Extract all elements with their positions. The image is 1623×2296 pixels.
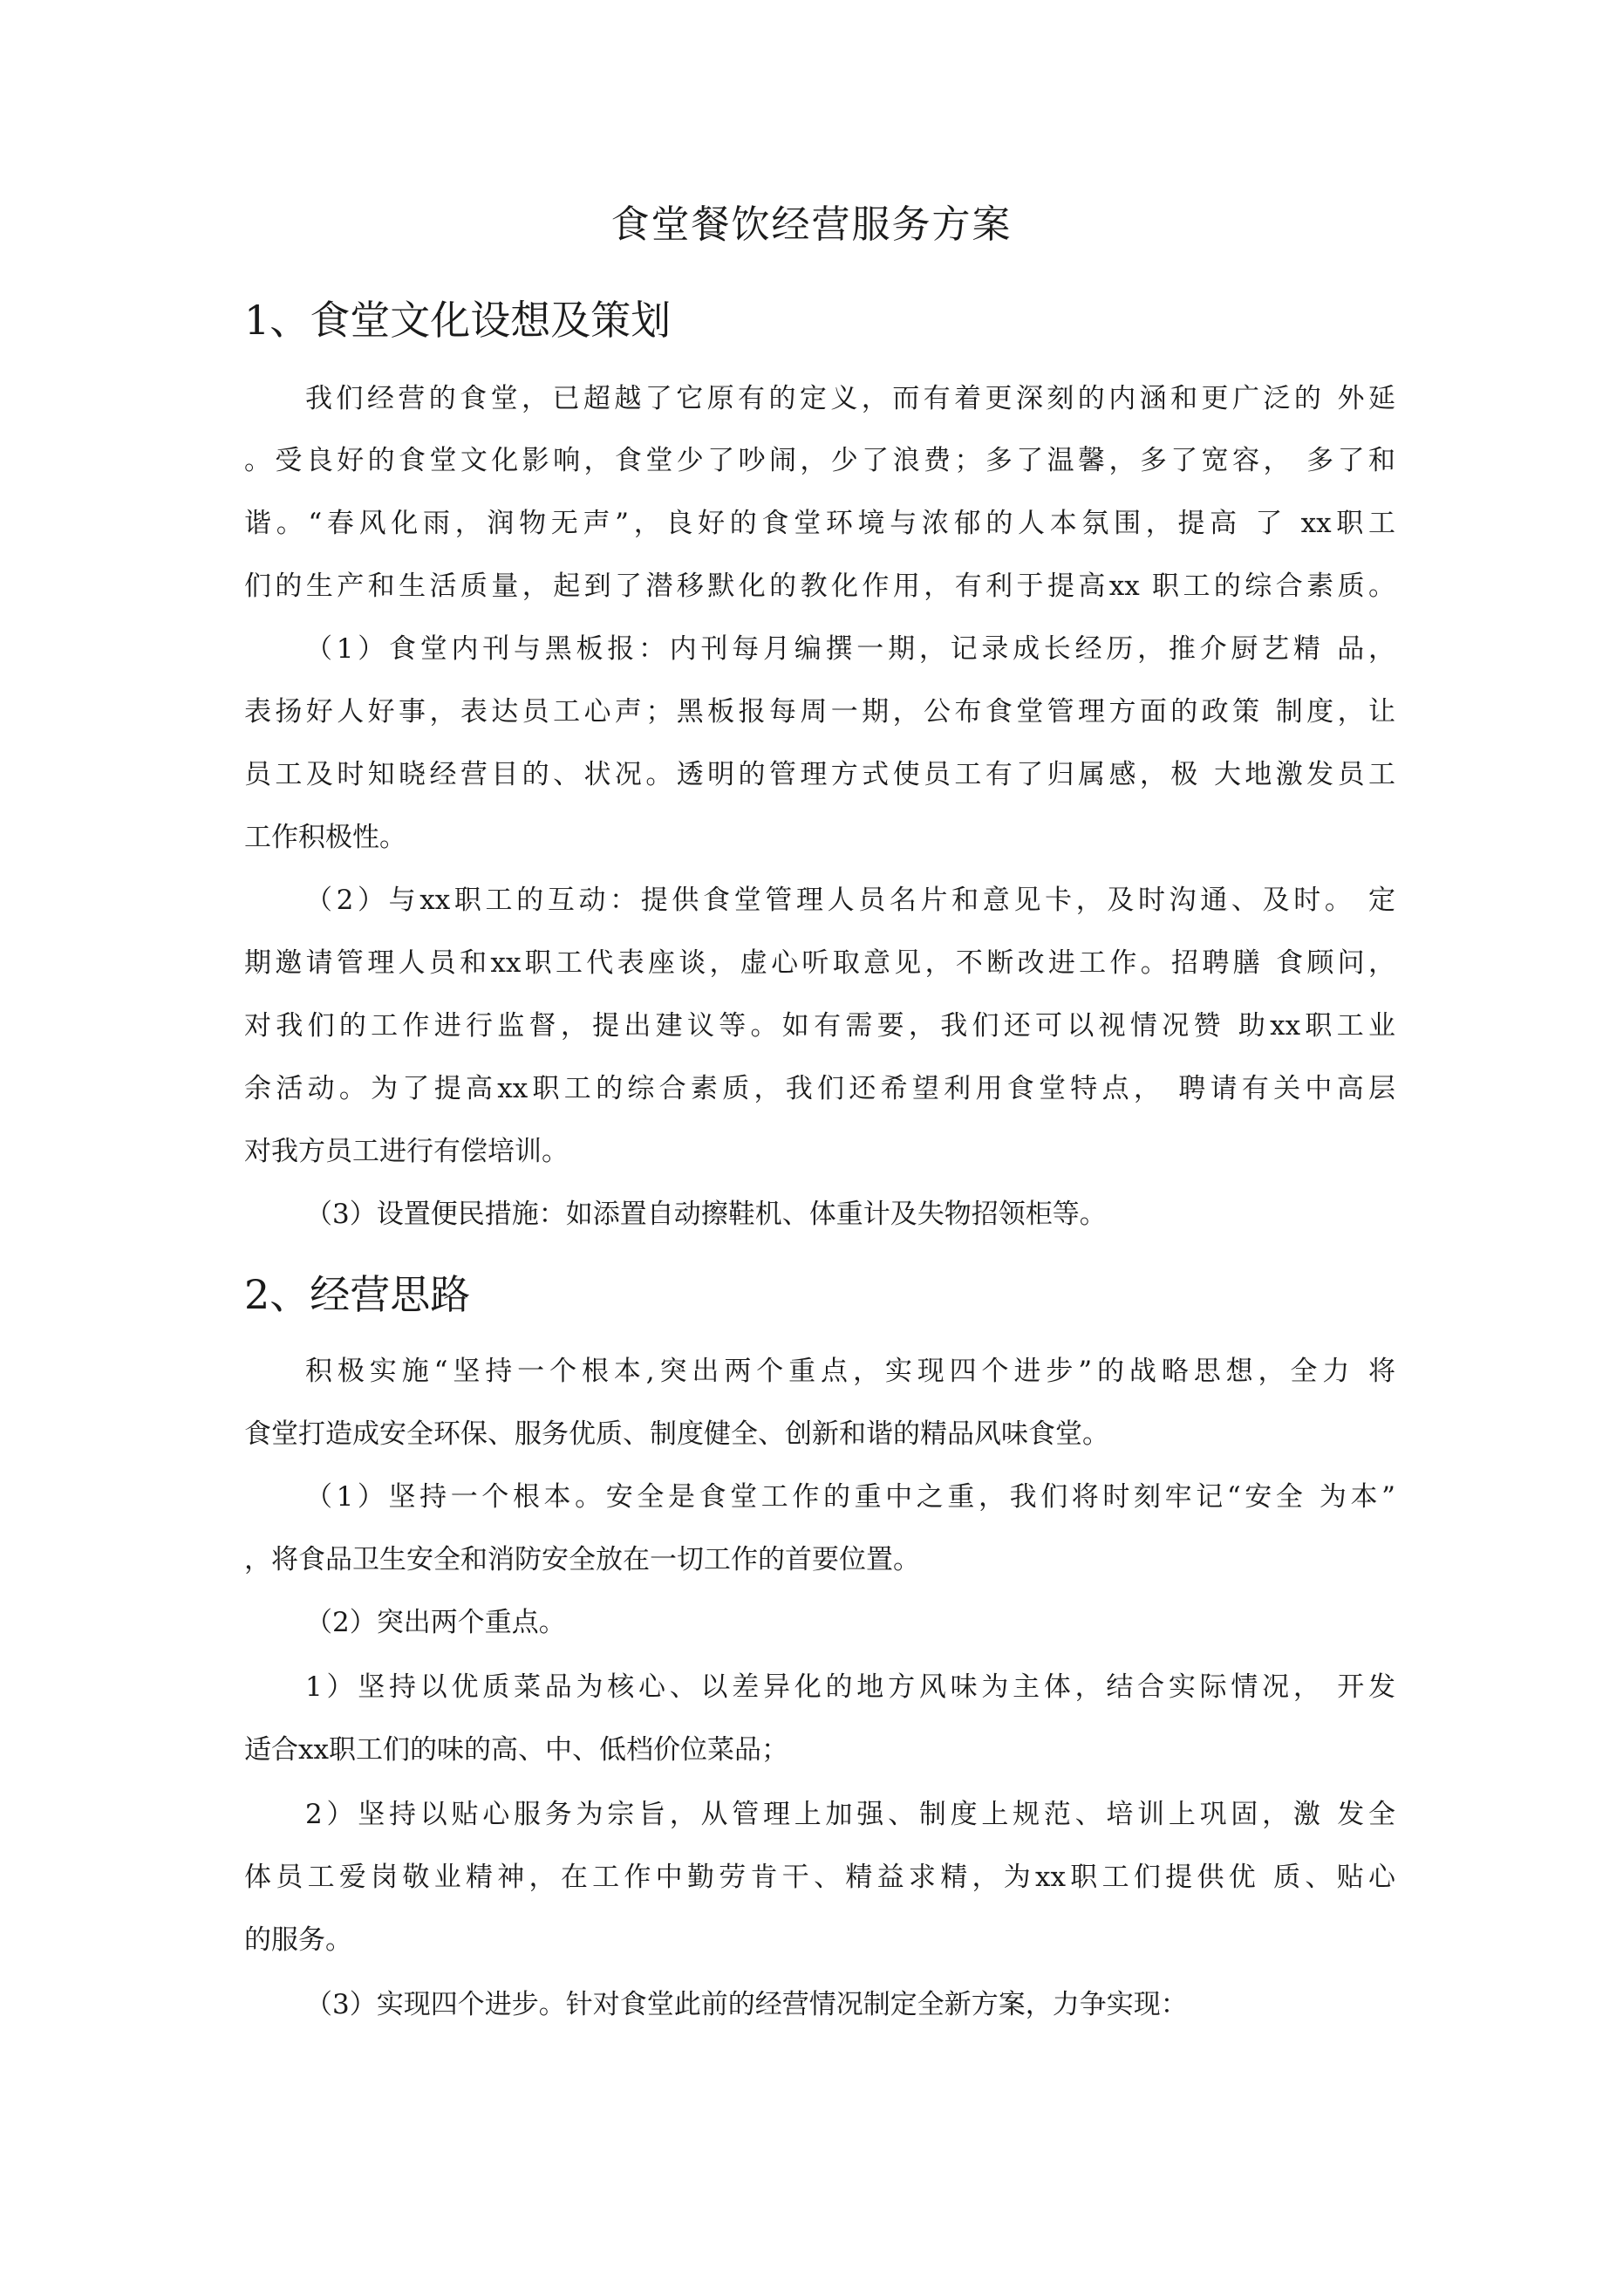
section-2-paragraph-2-line-1: （1）坚持一个根本。安全是食堂工作的重中之重，我们将时刻牢记“安全 为本” <box>305 1481 1395 1513</box>
section-1-paragraph-3-line-1: （2）与xx职工的互动：提供食堂管理人员名片和意见卡，及时沟通、及时。 定 <box>305 885 1395 916</box>
section-1-paragraph-1-line-2: 。受良好的食堂文化影响，食堂少了吵闹，少了浪费；多了温馨，多了宽容， 多了和 <box>244 445 1395 476</box>
section-1-paragraph-2-line-4: 工作积极性。 <box>244 822 406 853</box>
section-2-paragraph-4-line-1: 1）坚持以优质菜品为核心、以差异化的地方风味为主体，结合实际情况， 开发 <box>305 1671 1395 1703</box>
section-1-paragraph-2-line-3: 员工及时知晓经营目的、状况。透明的管理方式使员工有了归属感，极 大地激发员工 <box>244 759 1395 790</box>
section-1-paragraph-3-line-3: 对我们的工作进行监督，提出建议等。如有需要，我们还可以视情况赞 助xx职工业 <box>244 1010 1395 1042</box>
section-2-paragraph-2-line-2: ，将食品卫生安全和消防安全放在一切工作的首要位置。 <box>244 1544 920 1575</box>
section-1-paragraph-3-line-2: 期邀请管理人员和xx职工代表座谈，虚心听取意见，不断改进工作。招聘膳 食顾问， <box>244 947 1395 979</box>
section-2-paragraph-1-line-2: 食堂打造成安全环保、服务优质、制度健全、创新和谐的精品风味食堂。 <box>244 1418 1109 1450</box>
section-2-paragraph-5-line-3: 的服务。 <box>244 1924 352 1956</box>
section-2-paragraph-6-line-1: （3）实现四个进步。针对食堂此前的经营情况制定全新方案，力争实现： <box>305 1989 1188 2020</box>
section-2-paragraph-1-line-1: 积极实施“坚持一个根本,突出两个重点，实现四个进步”的战略思想，全力 将 <box>305 1356 1395 1387</box>
section-1-paragraph-3-line-5: 对我方员工进行有偿培训。 <box>244 1136 569 1167</box>
section-1-paragraph-1-line-3: 谐。“春风化雨，润物无声”，良好的食堂环境与浓郁的人本氛围，提高 了 xx职工 <box>244 508 1395 539</box>
section-1-paragraph-4-line-1: （3）设置便民措施：如添置自动擦鞋机、体重计及失物招领柜等。 <box>305 1199 1107 1230</box>
section-1-paragraph-1-line-1: 我们经营的食堂，已超越了它原有的定义，而有着更深刻的内涵和更广泛的 外延 <box>305 383 1395 414</box>
section-2-paragraph-4-line-2: 适合xx职工们的味的高、中、低档价位菜品； <box>244 1734 788 1766</box>
section-2-paragraph-5-line-2: 体员工爱岗敬业精神，在工作中勤劳肯干、精益求精，为xx职工们提供优 质、贴心 <box>244 1862 1395 1893</box>
section-2-heading: 2、经营思路 <box>244 1271 471 1318</box>
section-1-paragraph-1-line-4: 们的生产和生活质量，起到了潜移默化的教化作用，有利于提高xx 职工的综合素质。 <box>244 571 1395 602</box>
section-1-paragraph-2-line-1: （1）食堂内刊与黑板报：内刊每月编撰一期，记录成长经历，推介厨艺精 品， <box>305 633 1395 665</box>
section-2-paragraph-3-line-1: （2）突出两个重点。 <box>305 1607 566 1638</box>
section-1-paragraph-3-line-4: 余活动。为了提高xx职工的综合素质，我们还希望利用食堂特点， 聘请有关中高层 <box>244 1073 1395 1104</box>
section-2-paragraph-5-line-1: 2）坚持以贴心服务为宗旨，从管理上加强、制度上规范、培训上巩固，激 发全 <box>305 1799 1395 1830</box>
section-1-paragraph-2-line-2: 表扬好人好事，表达员工心声；黑板报每周一期，公布食堂管理方面的政策 制度，让 <box>244 696 1395 728</box>
section-1-heading: 1、食堂文化设想及策划 <box>244 297 672 344</box>
document-title: 食堂餐饮经营服务方案 <box>610 202 1013 247</box>
